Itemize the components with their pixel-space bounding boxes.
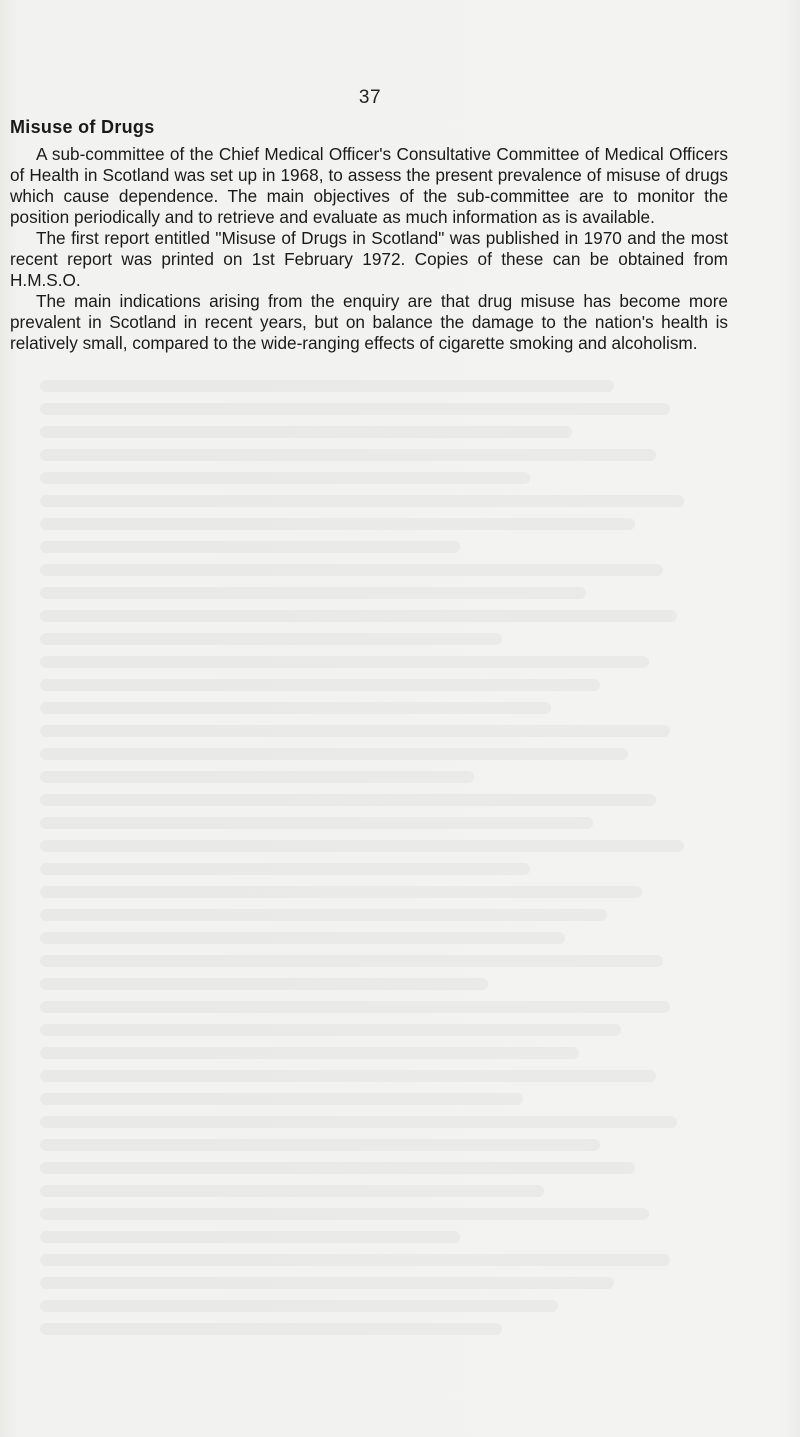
paragraph-3: The main indications arising from the enquiry are that drug misuse has become more prevalent in Scotland in recent years, but on balance the damage to the nation's health is relatively small, compared to the wide-ranging effects of cigarette smoking and alcoholism. xyxy=(10,291,728,353)
paragraph-1: A sub-committee of the Chief Medical Officer's Consultative Committee of Medical Officers of Health in Scotland was set up in 1968, to assess the present prevalence of misuse of drugs which cause dependence. The main objectives of the sub-committee are to monitor the position periodically and to retrieve and evaluate as much information as is available. xyxy=(10,144,728,227)
section-misuse-of-drugs xyxy=(10,117,728,354)
page-number: 37 xyxy=(358,87,382,108)
section-heading: Misuse of Drugs xyxy=(10,117,155,137)
bleed-through-texture xyxy=(40,380,740,1380)
paragraph-2: The first report entitled "Misuse of Drugs in Scotland" was published in 1970 and the most recent report was printed on 1st February 1972. Copies of these can be obtained from H.M.S.O. xyxy=(10,228,728,290)
